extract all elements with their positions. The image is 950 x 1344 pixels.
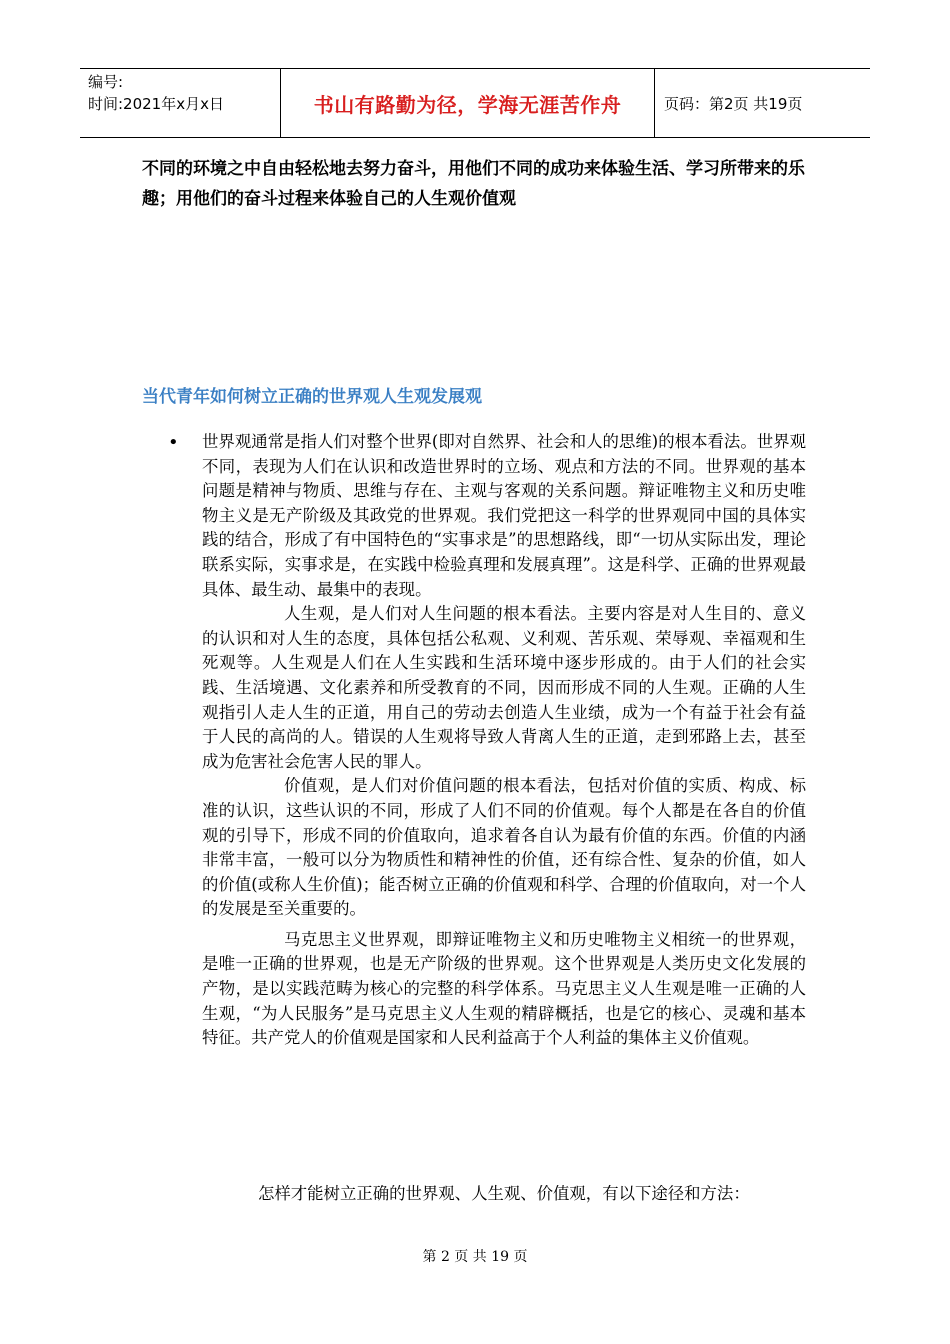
section-heading: 当代青年如何树立正确的世界观人生观发展观 — [142, 387, 482, 407]
intro-paragraph: 不同的环境之中自由轻松地去努力奋斗，用他们不同的成功来体验生活、学习所带来的乐趣；用他们的奋斗过程来体验自己的人生观价值观 — [142, 159, 805, 209]
closing-paragraph: 怎样才能树立正确的世界观、人生观、价值观，有以下途径和方法： — [258, 1184, 750, 1203]
document-number-label: 编号: — [88, 73, 124, 91]
header-meta — [88, 71, 278, 115]
header-page-number: 页码：第2页 共19页 — [664, 95, 803, 113]
document-date-label: 时间:2021年x月x日 — [88, 95, 224, 113]
page-header — [80, 68, 870, 138]
header-divider — [654, 69, 655, 137]
paragraph-worldview: 世界观通常是指人们对整个世界(即对自然界、社会和人的思维)的根本看法。世界观不同，表现为人们在认识和改造世界时的立场、观点和方法的不同。世界观的基本问题是精神与物质、思维与存在、主观与客观的关系问题。辩证唯物主义和历史唯物主义是无产阶级及其政党的世界观。我们党把这一科学的世界观同中国的具体实践的结合，形成了有中国特色的“实事求是”的思想路线，即“一切从实际出发，理论联系实际，实事求是，在实践中检验真理和发展真理”。这是科学、正确的世界观最具体、最生动、最集中的表现。 — [202, 432, 806, 599]
page-footer: 第 2 页 共 19 页 — [422, 1249, 528, 1265]
paragraph-outlook-on-life: 人生观，是人们对人生问题的根本看法。主要内容是对人生目的、意义的认识和对人生的态度，具体包括公私观、义利观、苦乐观、荣辱观、幸福观和生死观等。人生观是人们在人生实践和生活环境中逐步形成的。由于人们的社会实践、生活境遇、文化素养和所受教育的不同，因而形成不同的人生观。正确的人生观指引人走人生的正道，用自己的劳动去创造人生业绩，成为一个有益于社会有益于人民的高尚的人。错误的人生观将导致人背离人生的正道，走到邪路上去，甚至成为危害社会危害人民的罪人。 — [202, 604, 806, 771]
paragraph-marxism: 马克思主义世界观，即辩证唯物主义和历史唯物主义相统一的世界观，是唯一正确的世界观，也是无产阶级的世界观。这个世界观是人类历史文化发展的产物，是以实践范畴为核心的完整的科学体系。马克思主义人生观是唯一正确的人生观，“为人民服务”是马克思主义人生观的精辟概括，也是它的核心、灵魂和基本特征。共产党人的价值观是国家和人民利益高于个人利益的集体主义价值观。 — [202, 929, 806, 1048]
main-body — [202, 430, 806, 1051]
header-motto: 书山有路勤为径，学海无涯苦作舟 — [313, 92, 622, 117]
bullet-icon: • — [168, 432, 179, 453]
paragraph-values: 价值观，是人们对价值问题的根本看法，包括对价值的实质、构成、标准的认识，这些认识的不同，形成了人们不同的价值观。每个人都是在各自的价值观的引导下，形成不同的价值取向，追求着各自认为最有价值的东西。价值的内涵非常丰富，一般可以分为物质性和精神性的价值，还有综合性、复杂的价值，如人的价值(或称人生价值)；能否树立正确的价值观和科学、合理的价值取向，对一个人的发展是至关重要的。 — [202, 776, 806, 919]
